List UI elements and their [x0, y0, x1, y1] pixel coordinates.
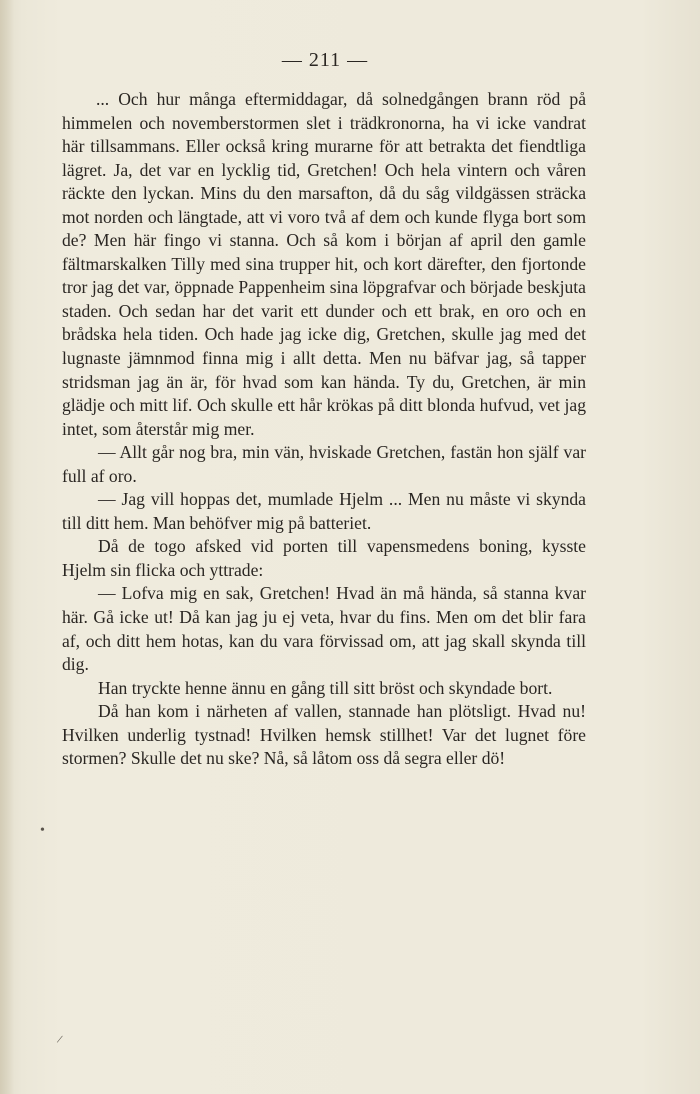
paragraph-1: ... Och hur många eftermiddagar, då solnedgången brann röd på himmelen och novemberstormen slet i trädkronorna, ha vi icke vandrat här tillsammans. Eller också kring murarne för att betrakta det fiendtliga lägret. Ja, det var en lycklig tid, Gretchen! Och hela vintern och våren räckte den lyckan. Mins du den marsafton, då du såg vildgässen sträcka mot norden och längtade, att vi voro två af dem och kunde flyga bort som de? Men här fingo vi stanna. Och så kom i början af april den gamle fältmarskalken Tilly med sina trupper hit, och kort därefter, den fjortonde tror jag det var, öppnade Pappenheim sina löpgrafvar och började beskjuta staden. Och sedan har det varit ett dunder och ett brak, en oro och en brådska hela tiden. Och hade jag icke dig, Gretchen, skulle jag med det lugnaste jämnmod finna mig i allt detta. Men nu bäfvar jag, så tapper stridsman jag än är, för hvad som kan hända. Ty du, Gretchen, är min glädje och mitt lif. Och skulle ett hår krökas på ditt blonda hufvud, vet jag intet, som återstår mig mer.	[62, 89, 586, 439]
page-spine-shadow	[0, 0, 14, 1094]
paragraph-4: Då de togo afsked vid porten till vapensmedens boning, kysste Hjelm sin flicka och yttrade:	[62, 536, 586, 580]
margin-tick-mark: /	[55, 1031, 64, 1047]
paragraph-3: — Jag vill hoppas det, mumlade Hjelm ... Men nu måste vi skynda till ditt hem. Man behöfver mig på batteriet.	[62, 489, 586, 533]
body-text	[62, 88, 586, 771]
page-number: — 211 —	[281, 49, 369, 71]
paragraph-2: — Allt går nog bra, min vän, hviskade Gretchen, fastän hon själf var full af oro.	[62, 442, 586, 486]
margin-dot-mark: •	[40, 823, 45, 838]
paragraph-5: — Lofva mig en sak, Gretchen! Hvad än må hända, så stanna kvar här. Gå icke ut! Då kan jag ju ej veta, hvar du fins. Men om det blir fara af, och ditt hem hotas, kan du vara förvissad om, att jag skall skynda till dig.	[62, 583, 586, 675]
paragraph-6: Han tryckte henne ännu en gång till sitt bröst och skyndade bort.	[98, 677, 553, 698]
paragraph-7: Då han kom i närheten af vallen, stannade han plötsligt. Hvad nu! Hvilken underlig tystnad! Hvilken hemsk stillhet! Var det lugnet före stormen? Skulle det nu ske? Nå, så låtom oss då segra eller dö!	[62, 701, 586, 769]
